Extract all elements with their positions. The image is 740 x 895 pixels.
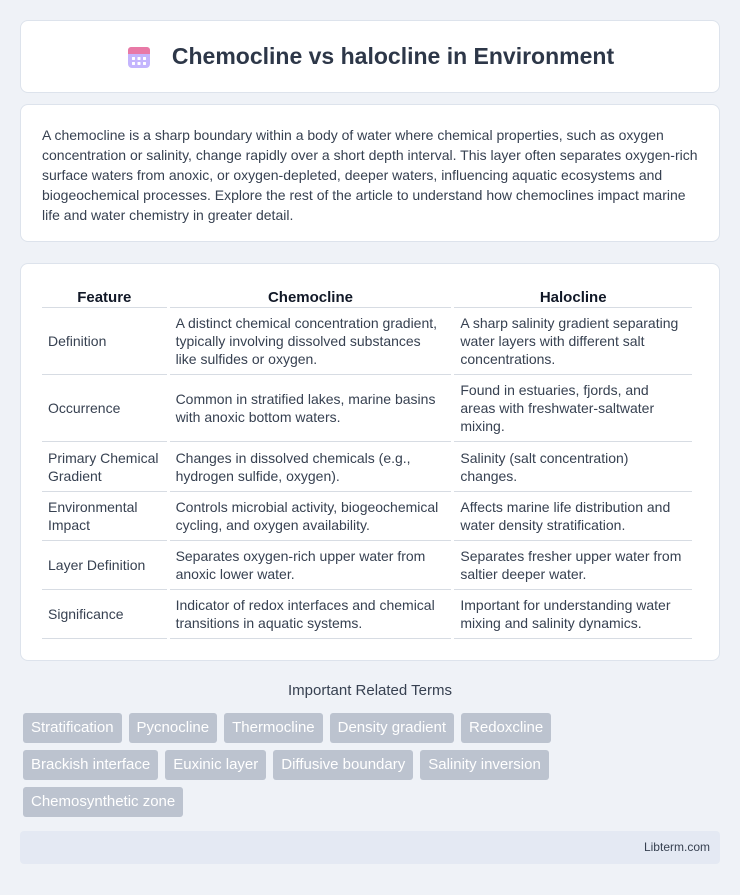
table-row bbox=[42, 442, 692, 492]
feature-cell: Occurrence bbox=[42, 375, 167, 442]
calendar-icon bbox=[126, 44, 152, 70]
feature-cell: Primary Chemical Gradient bbox=[42, 442, 167, 492]
chemocline-cell: Controls microbial activity, biogeochemical cycling, and oxygen availability. bbox=[170, 492, 452, 541]
header-chemocline: Chemocline bbox=[170, 284, 452, 308]
tag-row bbox=[23, 750, 723, 780]
tag-row bbox=[23, 713, 723, 743]
table-row bbox=[42, 492, 692, 541]
tag-chemosynthetic-zone[interactable]: Chemosynthetic zone bbox=[23, 787, 183, 817]
tag-stratification[interactable]: Stratification bbox=[23, 713, 122, 743]
table-row bbox=[42, 541, 692, 590]
halocline-cell: Salinity (salt concentration) changes. bbox=[454, 442, 692, 492]
tag-euxinic-layer[interactable]: Euxinic layer bbox=[165, 750, 266, 780]
feature-cell: Definition bbox=[42, 308, 167, 375]
tag-diffusive-boundary[interactable]: Diffusive boundary bbox=[273, 750, 413, 780]
intro-text: A chemocline is a sharp boundary within a body of water where chemical properties, such as oxygen concentration or salinity, change rapidly over a short depth interval. This layer often separates oxygen-rich surface waters from anoxic, or oxygen-depleted, deeper waters, influencing aquatic ecosystems and biogeochemical processes. Explore the rest of the article to understand how chemoclines impact marine life and water chemistry in greater detail. bbox=[42, 127, 698, 223]
feature-cell: Environmental Impact bbox=[42, 492, 167, 541]
footer bbox=[20, 831, 720, 864]
feature-cell: Layer Definition bbox=[42, 541, 167, 590]
header-feature: Feature bbox=[42, 284, 167, 308]
halocline-cell: Affects marine life distribution and water density stratification. bbox=[454, 492, 692, 541]
feature-cell: Significance bbox=[42, 590, 167, 639]
chemocline-cell: Common in stratified lakes, marine basins with anoxic bottom waters. bbox=[170, 375, 452, 442]
table-row bbox=[42, 308, 692, 375]
halocline-cell: Found in estuaries, fjords, and areas with freshwater-saltwater mixing. bbox=[454, 375, 692, 442]
table-header-row bbox=[42, 284, 692, 308]
tag-salinity-inversion[interactable]: Salinity inversion bbox=[420, 750, 549, 780]
tag-redoxcline[interactable]: Redoxcline bbox=[461, 713, 551, 743]
halocline-cell: Separates fresher upper water from saltier deeper water. bbox=[454, 541, 692, 590]
related-terms bbox=[23, 713, 723, 824]
table-row bbox=[42, 590, 692, 639]
comparison-table-card bbox=[20, 263, 720, 661]
halocline-cell: A sharp salinity gradient separating water layers with different salt concentrations. bbox=[454, 308, 692, 375]
tag-density-gradient[interactable]: Density gradient bbox=[330, 713, 454, 743]
chemocline-cell: Indicator of redox interfaces and chemical transitions in aquatic systems. bbox=[170, 590, 452, 639]
chemocline-cell: Separates oxygen-rich upper water from anoxic lower water. bbox=[170, 541, 452, 590]
header-halocline: Halocline bbox=[454, 284, 692, 308]
header-card bbox=[20, 20, 720, 93]
intro-card bbox=[20, 104, 720, 242]
halocline-cell: Important for understanding water mixing and salinity dynamics. bbox=[454, 590, 692, 639]
table-row bbox=[42, 375, 692, 442]
page-title: Chemocline vs halocline in Environment bbox=[171, 43, 615, 69]
chemocline-cell: A distinct chemical concentration gradient, typically involving dissolved substances like sulfides or oxygen. bbox=[170, 308, 452, 375]
chemocline-cell: Changes in dissolved chemicals (e.g., hydrogen sulfide, oxygen). bbox=[170, 442, 452, 492]
comparison-table bbox=[39, 284, 695, 639]
tag-pycnocline[interactable]: Pycnocline bbox=[129, 713, 218, 743]
footer-site-link[interactable]: Libterm.com bbox=[643, 840, 710, 854]
tag-row bbox=[23, 787, 723, 817]
tag-thermocline[interactable]: Thermocline bbox=[224, 713, 323, 743]
tag-brackish-interface[interactable]: Brackish interface bbox=[23, 750, 158, 780]
related-terms-heading: Important Related Terms bbox=[288, 682, 452, 699]
